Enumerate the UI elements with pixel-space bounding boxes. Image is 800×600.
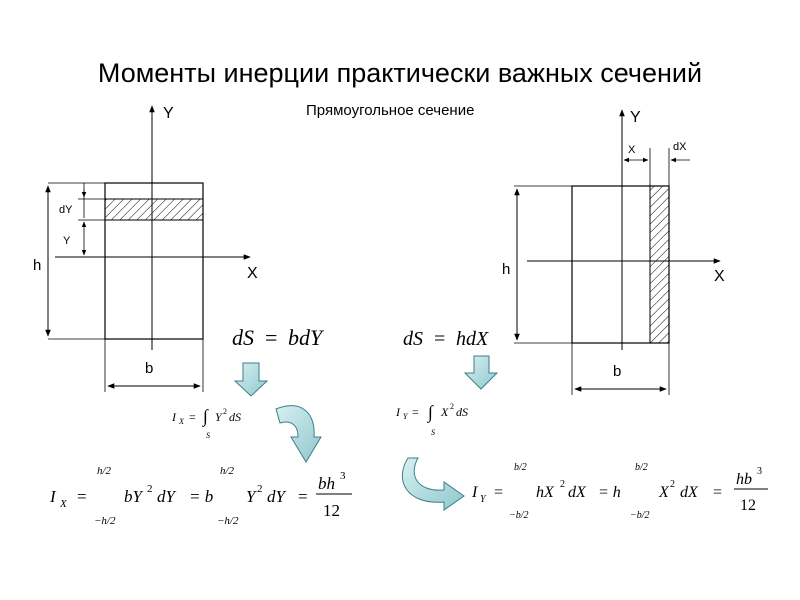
iy-small-eq: =: [412, 405, 419, 419]
ix-full-sub: X: [60, 498, 67, 510]
left-y-axis-label: Y: [163, 105, 174, 122]
ix-full-upper2: h/2: [220, 465, 235, 477]
right-iy-full-formula: [471, 462, 768, 521]
iy-full-body1a: hX: [536, 484, 554, 501]
iy-small-i: I: [396, 405, 400, 419]
left-down-arrow: [235, 363, 267, 396]
ix-full-numerator-pow: 3: [340, 470, 346, 482]
ix-full-numerator: bh: [318, 474, 335, 493]
iy-full-eq2: = h: [598, 484, 621, 501]
right-ds-formula: [403, 328, 489, 350]
iy-full-numerator-pow: 3: [757, 466, 762, 477]
left-ix-integral-formula: [171, 406, 241, 440]
right-x-dim-label: X: [628, 144, 636, 156]
ix-small-tail: dS: [229, 410, 241, 424]
ix-small-eq: =: [189, 410, 196, 424]
right-hatched-strip: [650, 186, 669, 343]
iy-full-sub: Y: [480, 494, 486, 505]
ix-small-limit: S: [206, 431, 210, 440]
iy-small-tail: dS: [456, 405, 468, 419]
iy-full-body1b: dX: [568, 484, 586, 501]
iy-full-lower2: −b/2: [630, 510, 650, 521]
ix-full-lower2: −h/2: [217, 515, 239, 527]
iy-full-numerator: hb: [736, 471, 752, 488]
left-curved-arrow: [276, 406, 321, 462]
right-section-diagram: [502, 109, 725, 395]
ix-full-body1a: bY: [124, 487, 142, 506]
iy-full-upper1: b/2: [514, 462, 527, 473]
slide-title: Моменты инерции практически важных сечений: [97, 58, 703, 88]
iy-full-eq3: =: [713, 484, 723, 501]
ix-small-i: I: [172, 410, 176, 424]
right-x-axis-label: X: [714, 268, 725, 285]
ix-full-body2b: dY: [267, 487, 285, 506]
right-y-axis-label: Y: [630, 109, 641, 126]
ix-full-eq1: =: [77, 487, 87, 506]
left-dy-label: dY: [59, 204, 73, 216]
slide-subtitle: Прямоугольное сечение: [306, 102, 475, 119]
iy-full-pow1: 2: [560, 479, 565, 490]
left-section-diagram: [33, 105, 258, 392]
ix-small-integral-sign: ∫: [203, 406, 208, 426]
right-iy-integral-formula: [395, 402, 468, 437]
ix-full-eq2: = b: [189, 487, 214, 506]
ix-full-lower1: −h/2: [94, 515, 116, 527]
left-ds-lhs: dS: [232, 325, 254, 350]
iy-full-lower1: −b/2: [509, 510, 529, 521]
right-h-label: h: [502, 261, 511, 278]
right-ds-eq: =: [434, 328, 446, 350]
right-down-arrow: [465, 356, 497, 389]
ix-full-pow1: 2: [147, 483, 153, 495]
iy-small-power: 2: [450, 402, 454, 411]
ix-full-denominator: 12: [323, 501, 340, 520]
iy-small-integral-sign: ∫: [428, 402, 433, 422]
ix-small-power: 2: [223, 407, 227, 416]
iy-small-sub: Y: [403, 412, 408, 421]
right-curved-arrow: [402, 458, 464, 510]
left-x-axis-label: X: [247, 265, 258, 282]
ix-full-upper1: h/2: [97, 465, 112, 477]
left-ix-full-formula: [49, 465, 352, 527]
iy-full-body2a: X: [659, 484, 669, 501]
ix-full-pow2: 2: [257, 483, 263, 495]
ix-full-body1b: dY: [157, 487, 175, 506]
iy-full-body2b: dX: [680, 484, 698, 501]
left-ds-formula: [232, 325, 325, 350]
right-b-label: b: [613, 363, 622, 380]
left-ds-eq: =: [265, 325, 278, 350]
iy-full-pow2: 2: [670, 479, 675, 490]
left-h-label: h: [33, 257, 42, 274]
left-ds-rhs: bdY: [288, 325, 323, 350]
left-hatched-strip: [105, 199, 203, 220]
iy-full-denominator: 12: [740, 497, 756, 514]
ix-small-sub: X: [179, 417, 184, 426]
ix-full-eq3: =: [298, 487, 308, 506]
iy-full-eq1: =: [494, 484, 504, 501]
ix-small-body: Y: [215, 410, 222, 424]
iy-small-limit: S: [431, 428, 435, 437]
left-y-dim-label: Y: [63, 235, 71, 247]
right-ds-lhs: dS: [403, 328, 423, 350]
iy-full-i: I: [472, 484, 478, 501]
iy-full-upper2: b/2: [635, 462, 648, 473]
right-ds-rhs: hdX: [456, 328, 489, 350]
ix-full-i: I: [50, 487, 56, 506]
left-b-label: b: [145, 360, 154, 377]
ix-full-body2a: Y: [246, 487, 256, 506]
iy-small-body: X: [441, 405, 449, 419]
right-dx-label: dX: [673, 141, 687, 153]
